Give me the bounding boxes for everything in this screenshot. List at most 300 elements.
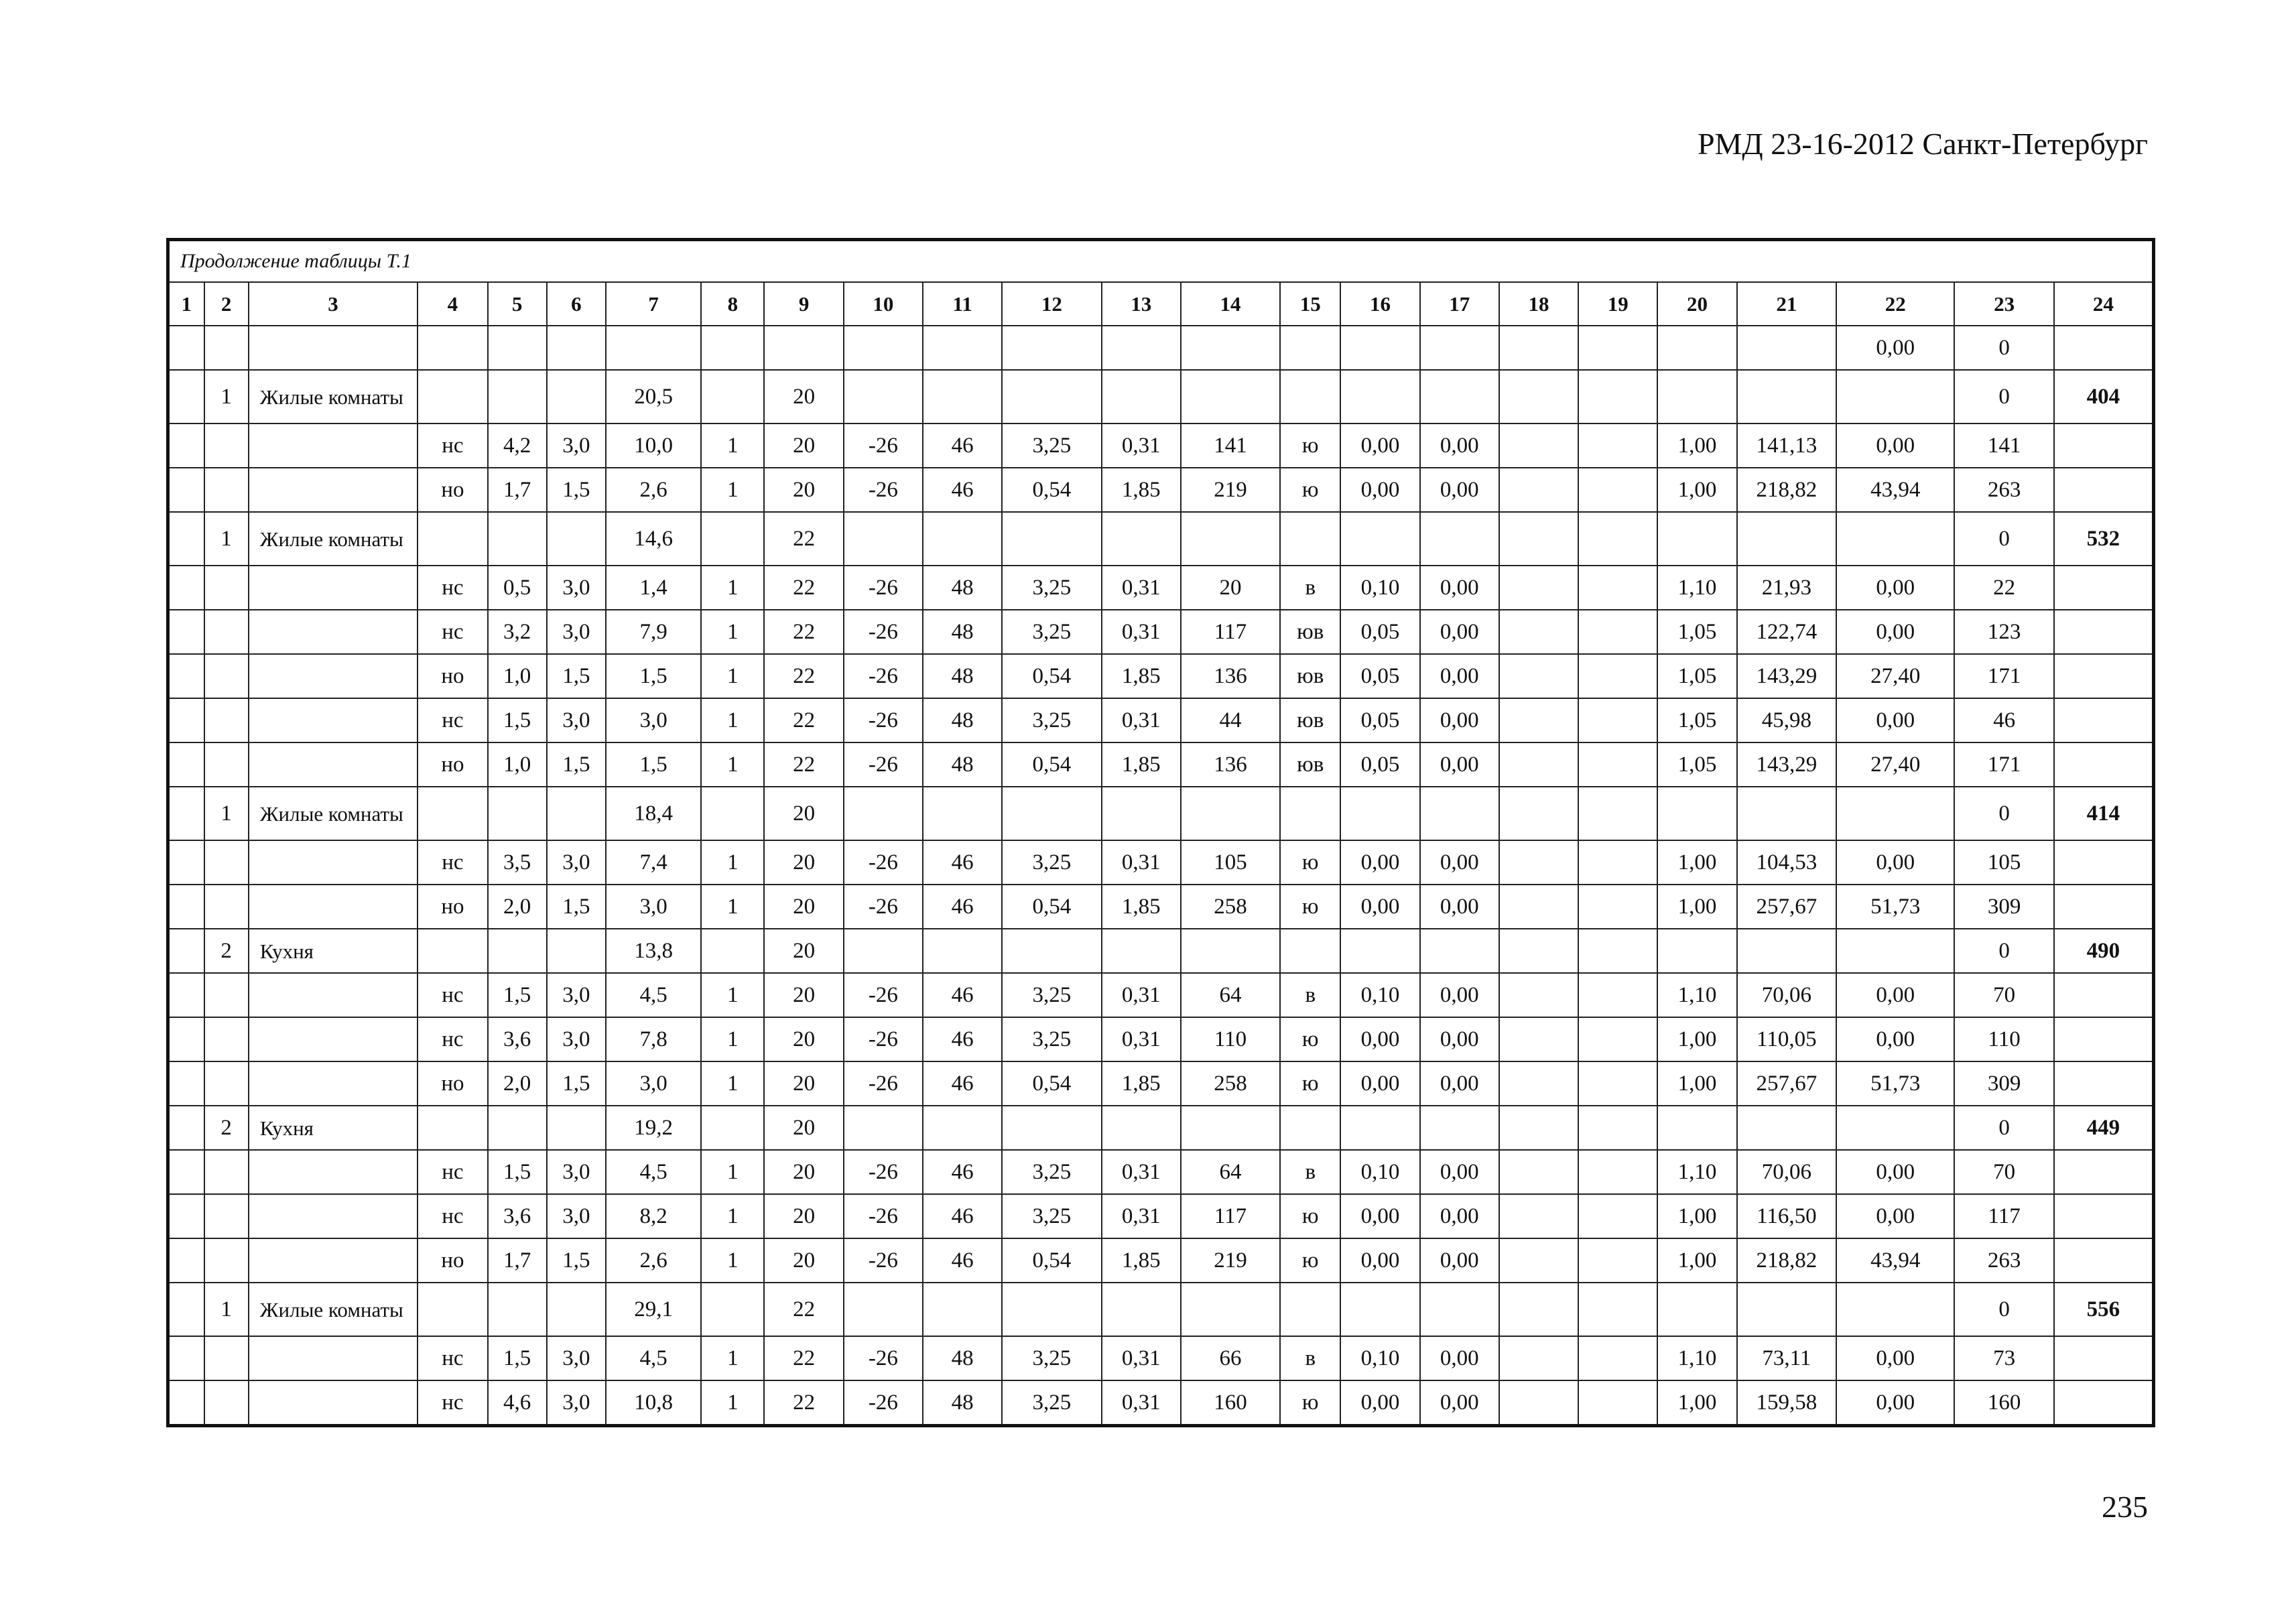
table-cell [168,370,204,424]
table-cell: 0,00 [1420,1238,1499,1283]
table-cell: 51,73 [1836,885,1954,929]
table-cell: 48 [923,742,1002,787]
table-cell [168,1336,204,1380]
column-header: 3 [249,282,418,326]
table-cell: 1 [701,1017,764,1061]
table-cell: 48 [923,1380,1002,1426]
column-header: 8 [701,282,764,326]
table-cell [1578,1238,1657,1283]
table-cell: 1 [701,610,764,654]
table-cell: 22 [764,698,843,742]
table-cell [1657,512,1736,566]
table-cell: 3,0 [547,1150,606,1194]
table-cell [1499,929,1578,973]
table-cell: 22 [1954,566,2053,610]
table-cell [168,610,204,654]
table-cell [2054,566,2154,610]
table-cell: 0,31 [1102,1336,1181,1380]
column-header: 19 [1578,282,1657,326]
table-cell: 22 [764,512,843,566]
table-cell [1499,973,1578,1017]
table-cell: 1,5 [547,885,606,929]
table-cell: ю [1280,840,1340,885]
table-cell: нс [418,698,487,742]
table-cell [1181,1283,1280,1336]
table-row [168,840,2154,885]
table-cell: 0,00 [1836,1194,1954,1238]
table-cell: Кухня [249,1106,418,1150]
table-cell: 73 [1954,1336,2053,1380]
table-cell: -26 [844,698,923,742]
column-header: 4 [418,282,487,326]
table-cell [488,787,547,840]
table-cell [1578,1106,1657,1150]
table-cell [1280,512,1340,566]
table-cell [1657,1106,1736,1150]
table-cell: 1,10 [1657,973,1736,1017]
table-row [168,1283,2154,1336]
table-row [168,1238,2154,1283]
table-cell: 1,05 [1657,698,1736,742]
table-cell: 4,5 [606,973,701,1017]
table-cell [168,698,204,742]
column-header: 2 [204,282,249,326]
table-cell [606,326,701,370]
table-cell: 43,94 [1836,1238,1954,1283]
table-cell: 2 [204,929,249,973]
table-cell [1737,1106,1836,1150]
table-cell [1578,326,1657,370]
table-cell [1181,326,1280,370]
table-cell: 0,31 [1102,1150,1181,1194]
table-cell [1657,787,1736,840]
table-cell: но [418,742,487,787]
table-cell [1578,1283,1657,1336]
table-cell: 0,00 [1420,1194,1499,1238]
table-cell: 143,29 [1737,654,1836,698]
table-cell: 46 [923,840,1002,885]
table-cell [1578,698,1657,742]
table-cell: 309 [1954,885,2053,929]
table-cell: 29,1 [606,1283,701,1336]
table-cell: 19,2 [606,1106,701,1150]
table-cell: 219 [1181,468,1280,512]
table-cell [701,1283,764,1336]
table-cell: 1 [701,973,764,1017]
table-cell: 0,00 [1836,698,1954,742]
table-cell: нс [418,566,487,610]
table-cell [418,512,487,566]
table-cell: 20 [764,1194,843,1238]
table-cell: Жилые комнаты [249,1283,418,1336]
table-cell: 159,58 [1737,1380,1836,1426]
table-cell: но [418,1061,487,1106]
table-cell: 20 [764,1238,843,1283]
table-cell: Жилые комнаты [249,787,418,840]
table-cell: 0,54 [1002,1238,1101,1283]
table-cell [1499,370,1578,424]
table-cell: 3,25 [1002,698,1101,742]
table-row [168,654,2154,698]
table-cell: 64 [1181,1150,1280,1194]
table-cell: 3,0 [606,698,701,742]
table-cell: 1 [701,1150,764,1194]
table-cell: 48 [923,610,1002,654]
table-cell: 123 [1954,610,2053,654]
table-cell [1578,654,1657,698]
table-cell: 0 [1954,1106,2053,1150]
table-cell: в [1280,1150,1340,1194]
table-cell: 218,82 [1737,1238,1836,1283]
table-cell [204,566,249,610]
table-cell [1420,370,1499,424]
table-cell: 219 [1181,1238,1280,1283]
table-cell [1737,1283,1836,1336]
table-cell [488,929,547,973]
table-cell [1578,468,1657,512]
table-cell [168,742,204,787]
table-cell: 1,7 [488,1238,547,1283]
table-cell [249,1150,418,1194]
table-cell [2054,1061,2154,1106]
table-cell: 3,25 [1002,424,1101,468]
table-cell [168,468,204,512]
table-cell: 4,2 [488,424,547,468]
table-cell: 1,5 [488,698,547,742]
table-cell [168,1283,204,1336]
table-cell [2054,1380,2154,1426]
heat-loss-table [166,238,2155,1427]
table-cell [168,512,204,566]
table-cell [1340,1106,1419,1150]
table-row [168,973,2154,1017]
table-cell [547,1283,606,1336]
table-cell: 0,00 [1420,424,1499,468]
table-cell: 0,31 [1102,1017,1181,1061]
table-cell [923,1283,1002,1336]
table-row [168,468,2154,512]
table-cell [1102,326,1181,370]
table-cell [1836,929,1954,973]
table-cell: но [418,1238,487,1283]
table-cell: -26 [844,1336,923,1380]
table-cell: ю [1280,1194,1340,1238]
table-cell: 1,00 [1657,468,1736,512]
table-cell [249,326,418,370]
table-cell: но [418,654,487,698]
table-cell: 48 [923,654,1002,698]
table-cell: 0,00 [1836,1380,1954,1426]
table-cell [2054,468,2154,512]
table-cell: ю [1280,885,1340,929]
table-cell: 27,40 [1836,742,1954,787]
table-cell: 0,00 [1420,1380,1499,1426]
table-row [168,326,2154,370]
table-cell: 0,05 [1340,698,1419,742]
table-cell: 1,5 [488,973,547,1017]
table-cell: 1 [204,512,249,566]
table-cell: 0,00 [1420,973,1499,1017]
table-cell [701,326,764,370]
table-cell: 20,5 [606,370,701,424]
table-cell [488,1283,547,1336]
table-cell [204,840,249,885]
table-cell [923,370,1002,424]
table-cell: 1,05 [1657,654,1736,698]
table-cell [168,1017,204,1061]
table-cell [168,1380,204,1426]
table-cell: 1,5 [547,742,606,787]
table-cell [1102,512,1181,566]
table-cell [1420,787,1499,840]
table-cell [249,885,418,929]
table-cell: 143,29 [1737,742,1836,787]
table-cell [701,787,764,840]
table-cell [1420,1283,1499,1336]
table-cell: 0,00 [1420,566,1499,610]
table-cell [1737,787,1836,840]
table-cell: Жилые комнаты [249,370,418,424]
column-header: 11 [923,282,1002,326]
table-cell: 1 [701,468,764,512]
table-cell: 171 [1954,742,2053,787]
table-cell: 0,00 [1420,1150,1499,1194]
table-cell [204,326,249,370]
table-cell [204,1150,249,1194]
table-cell [1280,929,1340,973]
table-cell: 46 [923,1150,1002,1194]
table-cell: 110 [1181,1017,1280,1061]
table-cell: нс [418,610,487,654]
table-cell: 0 [1954,1283,2053,1336]
table-cell: 0,54 [1002,1061,1101,1106]
table-cell: 1 [701,698,764,742]
table-cell [844,787,923,840]
table-cell [1578,1194,1657,1238]
table-cell: 1 [701,885,764,929]
column-header: 15 [1280,282,1340,326]
table-cell: 1 [701,566,764,610]
table-cell [1737,370,1836,424]
table-cell [2054,610,2154,654]
table-cell: 4,5 [606,1150,701,1194]
table-cell: 0,00 [1340,468,1419,512]
table-cell [1657,929,1736,973]
table-cell [168,654,204,698]
table-cell: 404 [2054,370,2154,424]
table-cell: 0,00 [1420,654,1499,698]
table-cell [1499,610,1578,654]
table-cell: 1,85 [1102,885,1181,929]
table-cell: 1,85 [1102,1061,1181,1106]
table-cell [547,512,606,566]
table-cell [1578,787,1657,840]
table-cell: 0,00 [1836,424,1954,468]
table-cell [418,929,487,973]
table-cell: 2,6 [606,1238,701,1283]
table-cell: 7,9 [606,610,701,654]
table-cell [1499,1061,1578,1106]
table-cell: 218,82 [1737,468,1836,512]
table-cell [2054,973,2154,1017]
table-cell: 3,0 [547,610,606,654]
table-cell: 0,31 [1102,566,1181,610]
table-cell: -26 [844,654,923,698]
table-cell [1280,1106,1340,1150]
table-cell [1836,1106,1954,1150]
table-cell: 0,00 [1836,1150,1954,1194]
table-cell: 0,05 [1340,610,1419,654]
table-cell: 556 [2054,1283,2154,1336]
table-cell: 0,00 [1836,566,1954,610]
table-cell [1499,654,1578,698]
table-cell: 3,0 [547,566,606,610]
table-cell: 1,85 [1102,1238,1181,1283]
table-cell: 1,5 [606,654,701,698]
table-cell: 20 [764,370,843,424]
table-cell [1499,1238,1578,1283]
table-cell: нс [418,840,487,885]
table-cell: 1,7 [488,468,547,512]
table-cell: 1,5 [547,468,606,512]
table-cell: 0,00 [1420,840,1499,885]
table-cell: 0,31 [1102,610,1181,654]
table-cell: 1,10 [1657,1336,1736,1380]
table-row [168,1336,2154,1380]
column-header: 22 [1836,282,1954,326]
table-cell [1420,512,1499,566]
table-cell: 4,5 [606,1336,701,1380]
table-cell: 66 [1181,1336,1280,1380]
table-cell: 0,05 [1340,742,1419,787]
table-cell: 7,8 [606,1017,701,1061]
table-row [168,787,2154,840]
table-cell: 0,00 [1836,610,1954,654]
table-cell: 0,00 [1420,1017,1499,1061]
table-cell: 46 [923,1194,1002,1238]
table-cell: 0,5 [488,566,547,610]
table-cell: 13,8 [606,929,701,973]
table-cell: -26 [844,1238,923,1283]
table-cell: 48 [923,1336,1002,1380]
table-cell: 20 [764,1106,843,1150]
table-cell: ю [1280,1061,1340,1106]
table-cell [1499,1017,1578,1061]
table-cell [204,698,249,742]
table-cell [168,1238,204,1283]
table-cell [1737,326,1836,370]
table-cell [1578,929,1657,973]
table-cell: 7,4 [606,840,701,885]
table-cell [844,929,923,973]
table-cell: 0,00 [1836,973,1954,1017]
table-cell: 48 [923,566,1002,610]
table-cell: -26 [844,1061,923,1106]
table-cell [1340,370,1419,424]
table-cell: 160 [1181,1380,1280,1426]
table-cell [1340,326,1419,370]
table-cell [701,370,764,424]
table-row [168,566,2154,610]
column-header: 13 [1102,282,1181,326]
column-header-row [168,282,2154,326]
column-header: 18 [1499,282,1578,326]
table-cell [1181,787,1280,840]
column-header: 23 [1954,282,2053,326]
table-cell: 117 [1954,1194,2053,1238]
table-cell: 1 [701,1061,764,1106]
table-cell [1181,512,1280,566]
table-cell [1578,610,1657,654]
table-cell [547,929,606,973]
table-cell: 104,53 [1737,840,1836,885]
table-cell: 20 [764,973,843,1017]
column-header: 5 [488,282,547,326]
document-header: РМД 23-16-2012 Санкт-Петербург [1697,127,2148,161]
table-cell [1340,929,1419,973]
table-cell [1578,512,1657,566]
table-cell [249,1194,418,1238]
table-cell [2054,1194,2154,1238]
table-cell: юв [1280,742,1340,787]
table-cell [1737,929,1836,973]
table-cell: 3,25 [1002,1194,1101,1238]
column-header: 24 [2054,282,2154,326]
table-cell [1499,698,1578,742]
table-cell: 0,54 [1002,654,1101,698]
table-cell: 22 [764,654,843,698]
table-cell [1102,787,1181,840]
table-cell: 46 [923,424,1002,468]
table-cell: 1,85 [1102,742,1181,787]
table-cell [1657,1283,1736,1336]
table-cell: 0,00 [1836,840,1954,885]
table-cell [1737,512,1836,566]
table-cell: нс [418,1150,487,1194]
table-cell: -26 [844,742,923,787]
table-row [168,742,2154,787]
table-cell: 110 [1954,1017,2053,1061]
table-cell: юв [1280,610,1340,654]
table-cell [204,885,249,929]
table-cell [1578,742,1657,787]
table-cell: -26 [844,1017,923,1061]
table-cell: 1,5 [488,1150,547,1194]
table-cell [1420,326,1499,370]
table-cell: 3,25 [1002,1336,1101,1380]
table-cell [488,1106,547,1150]
table-cell: 22 [764,742,843,787]
table-cell: 0,00 [1340,885,1419,929]
table-cell [204,973,249,1017]
table-cell: 20 [1181,566,1280,610]
table-cell: 4,6 [488,1380,547,1426]
table-cell [249,1336,418,1380]
table-cell [1578,840,1657,885]
table-cell [2054,840,2154,885]
table-cell: 105 [1181,840,1280,885]
column-header: 10 [844,282,923,326]
table-cell: 44 [1181,698,1280,742]
table-cell: 257,67 [1737,885,1836,929]
table-cell: 0,00 [1420,468,1499,512]
table-row [168,1150,2154,1194]
table-cell [923,1106,1002,1150]
table-cell: 0,05 [1340,654,1419,698]
table-cell [1420,929,1499,973]
table-cell: 1 [701,1238,764,1283]
table-cell [249,468,418,512]
